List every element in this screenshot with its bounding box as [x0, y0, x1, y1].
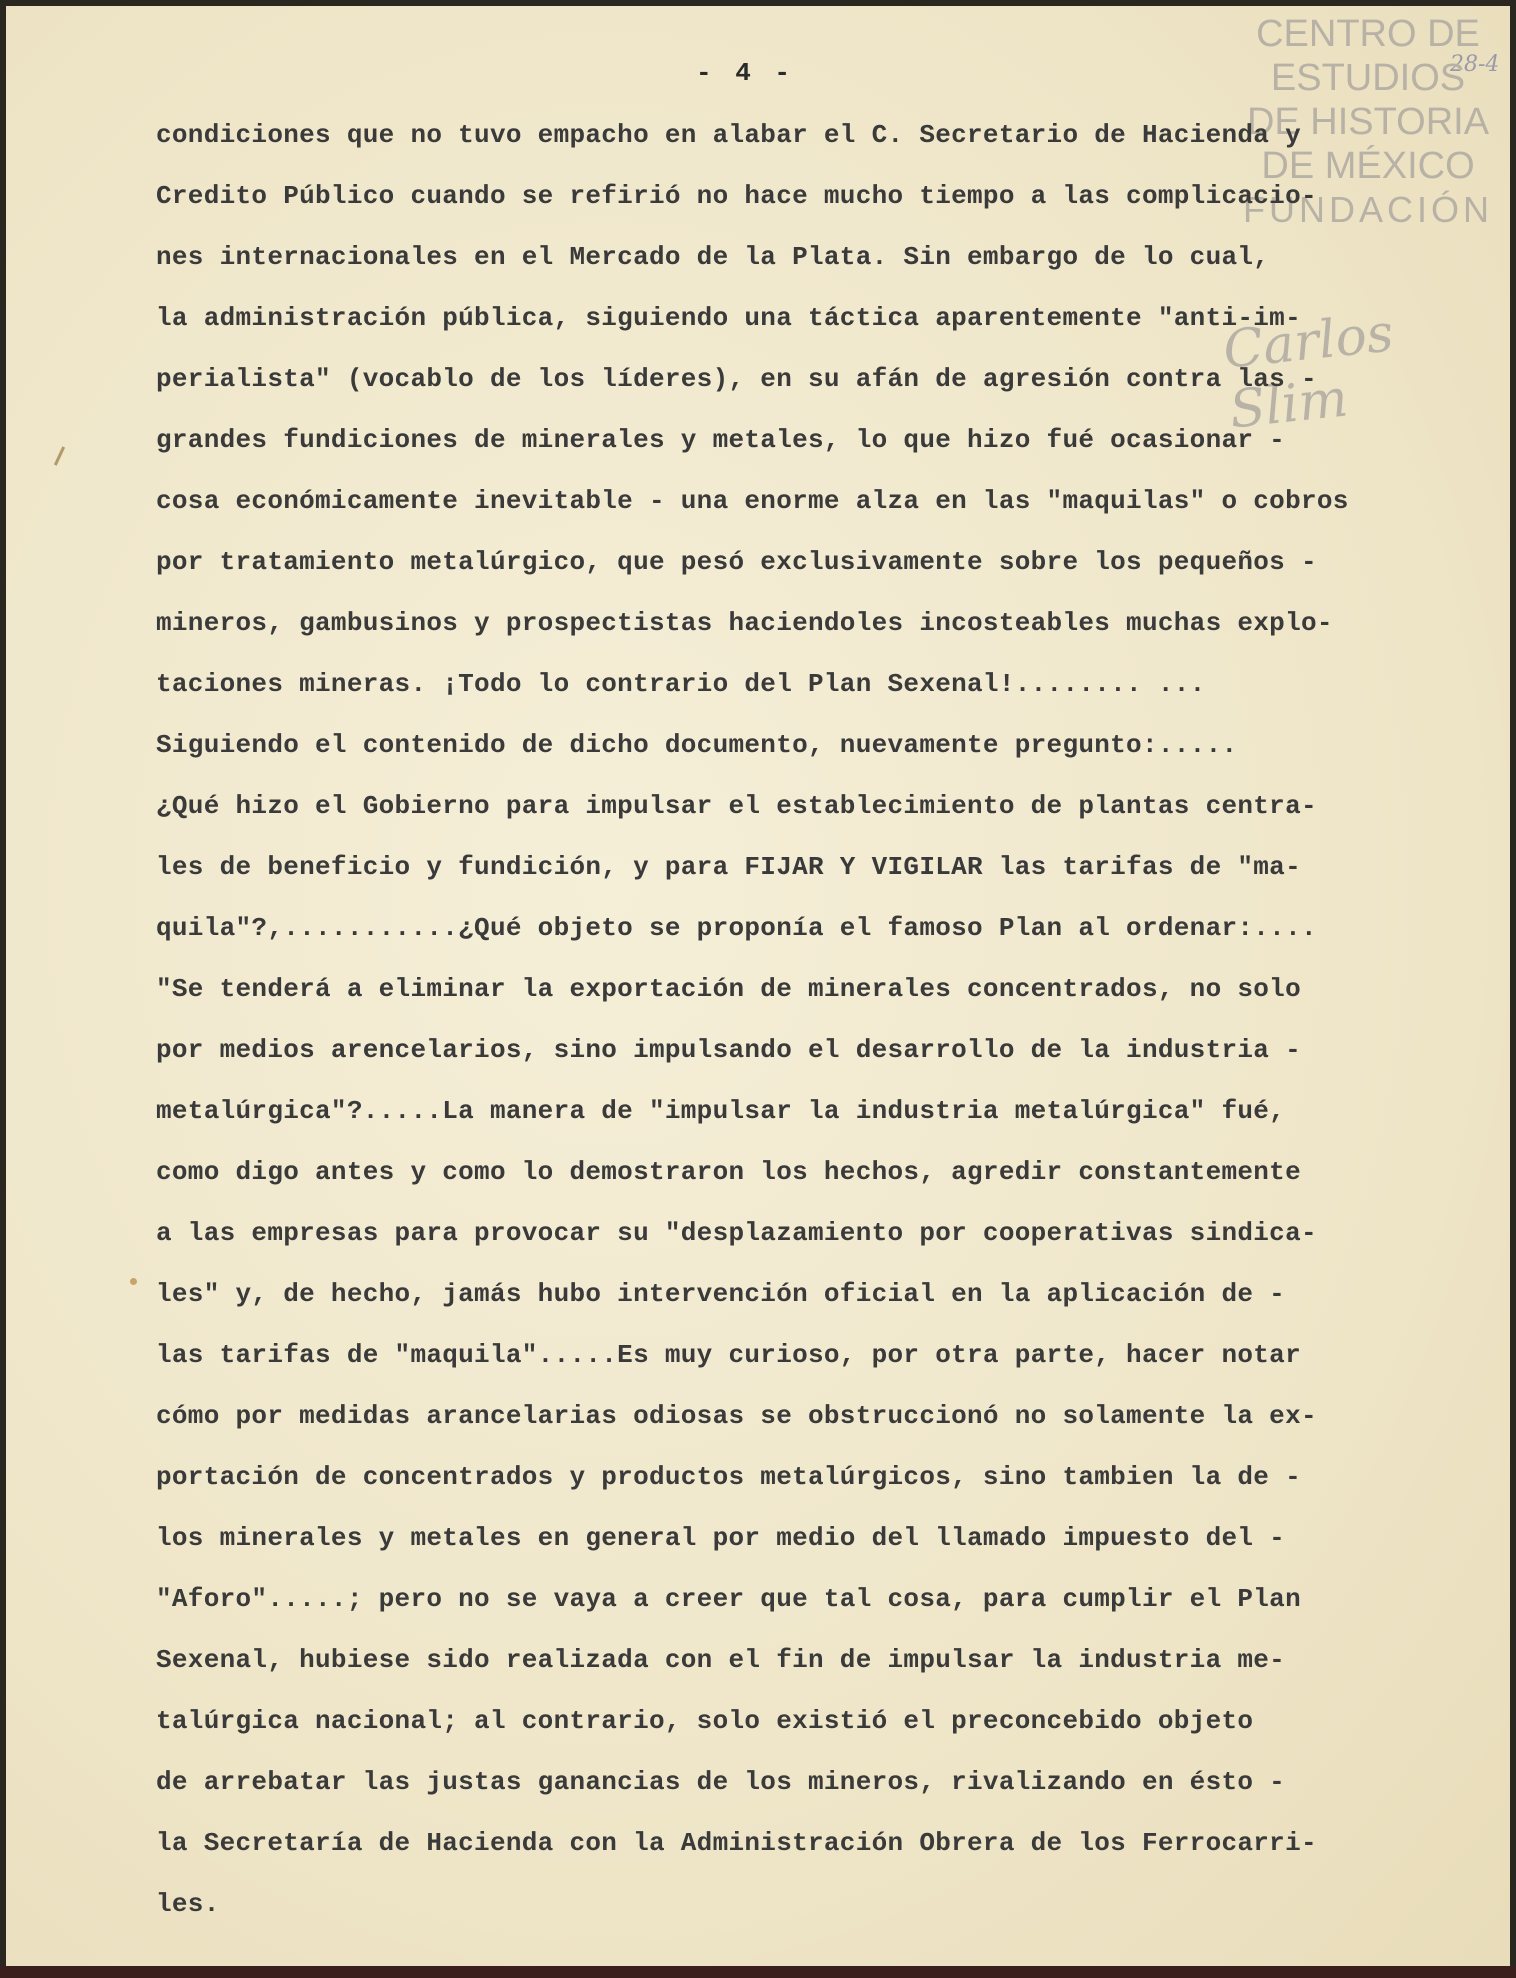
text-line: por tratamiento metalúrgico, que pesó exclusivamente sobre los pequeños - [156, 547, 1317, 577]
watermark-line: CENTRO DE [1256, 13, 1480, 55]
text-line: mineros, gambusinos y prospectistas haciendoles incosteables muchas explo- [156, 608, 1333, 638]
archive-reference-mark: 28-4 [1450, 52, 1500, 77]
text-line: talúrgica nacional; al contrario, solo existió el preconcebido objeto [156, 1706, 1254, 1736]
text-line: Siguiendo el contenido de dicho documento, nuevamente pregunto:..... [156, 730, 1238, 760]
document-page [6, 6, 1510, 1966]
paper-stain [130, 1278, 137, 1285]
text-line: como digo antes y como lo demostraron los hechos, agredir constantemente [156, 1157, 1301, 1187]
text-line: de arrebatar las justas ganancias de los mineros, rivalizando en ésto - [156, 1767, 1286, 1797]
text-line: cómo por medidas arancelarias odiosas se obstruccionó no solamente la ex- [156, 1401, 1317, 1431]
pencil-mark [54, 446, 65, 465]
text-line: quila"?,...........¿Qué objeto se proponía el famoso Plan al ordenar:.... [156, 913, 1317, 943]
text-line: ¿Qué hizo el Gobierno para impulsar el establecimiento de plantas centra- [156, 791, 1317, 821]
watermark-line: ESTUDIOS [1270, 57, 1466, 99]
watermark-signature: Carlos Slim [1220, 303, 1397, 441]
text-line: les" y, de hecho, jamás hubo intervención oficial en la aplicación de - [156, 1279, 1286, 1309]
text-line: Sexenal, hubiese sido realizada con el fin de impulsar la industria me- [156, 1645, 1286, 1675]
text-line: condiciones que no tuvo empacho en alabar el C. Secretario de Hacienda y [156, 120, 1301, 150]
text-line: perialista" (vocablo de los líderes), en su afán de agresión contra las - [156, 364, 1317, 394]
watermark-line: DE HISTORIA [1246, 101, 1490, 143]
text-line: la administración pública, siguiendo una táctica aparentemente "anti-im- [156, 303, 1301, 333]
text-line: les de beneficio y fundición, y para FIJAR Y VIGILAR las tarifas de "ma- [156, 852, 1301, 882]
text-line: los minerales y metales en general por medio del llamado impuesto del - [156, 1523, 1286, 1553]
text-line: portación de concentrados y productos metalúrgicos, sino tambien la de - [156, 1462, 1301, 1492]
text-line: a las empresas para provocar su "desplazamiento por cooperativas sindica- [156, 1218, 1317, 1248]
text-line: metalúrgica"?.....La manera de "impulsar la industria metalúrgica" fué, [156, 1096, 1286, 1126]
text-line: grandes fundiciones de minerales y metales, lo que hizo fué ocasionar - [156, 425, 1286, 455]
watermark-line: FUNDACIÓN [1243, 189, 1493, 230]
text-line: taciones mineras. ¡Todo lo contrario del Plan Sexenal!........ ... [156, 669, 1206, 699]
text-line: les. [156, 1889, 220, 1919]
watermark-line: DE MÉXICO [1261, 145, 1475, 187]
page-number: - 4 - [696, 58, 795, 88]
text-line: nes internacionales en el Mercado de la Plata. Sin embargo de lo cual, [156, 242, 1270, 272]
text-line: "Se tenderá a eliminar la exportación de minerales concentrados, no solo [156, 974, 1301, 1004]
text-line: cosa económicamente inevitable - una enorme alza en las "maquilas" o cobros [156, 486, 1349, 516]
text-line: Credito Público cuando se refirió no hace mucho tiempo a las complicacio- [156, 181, 1317, 211]
text-line: "Aforo".....; pero no se vaya a creer que tal cosa, para cumplir el Plan [156, 1584, 1301, 1614]
text-line: la Secretaría de Hacienda con la Administración Obrera de los Ferrocarri- [156, 1828, 1317, 1858]
text-line: las tarifas de "maquila".....Es muy curioso, por otra parte, hacer notar [156, 1340, 1301, 1370]
scan-bottom-edge [0, 1966, 1516, 1978]
text-line: por medios arencelarios, sino impulsando el desarrollo de la industria - [156, 1035, 1301, 1065]
